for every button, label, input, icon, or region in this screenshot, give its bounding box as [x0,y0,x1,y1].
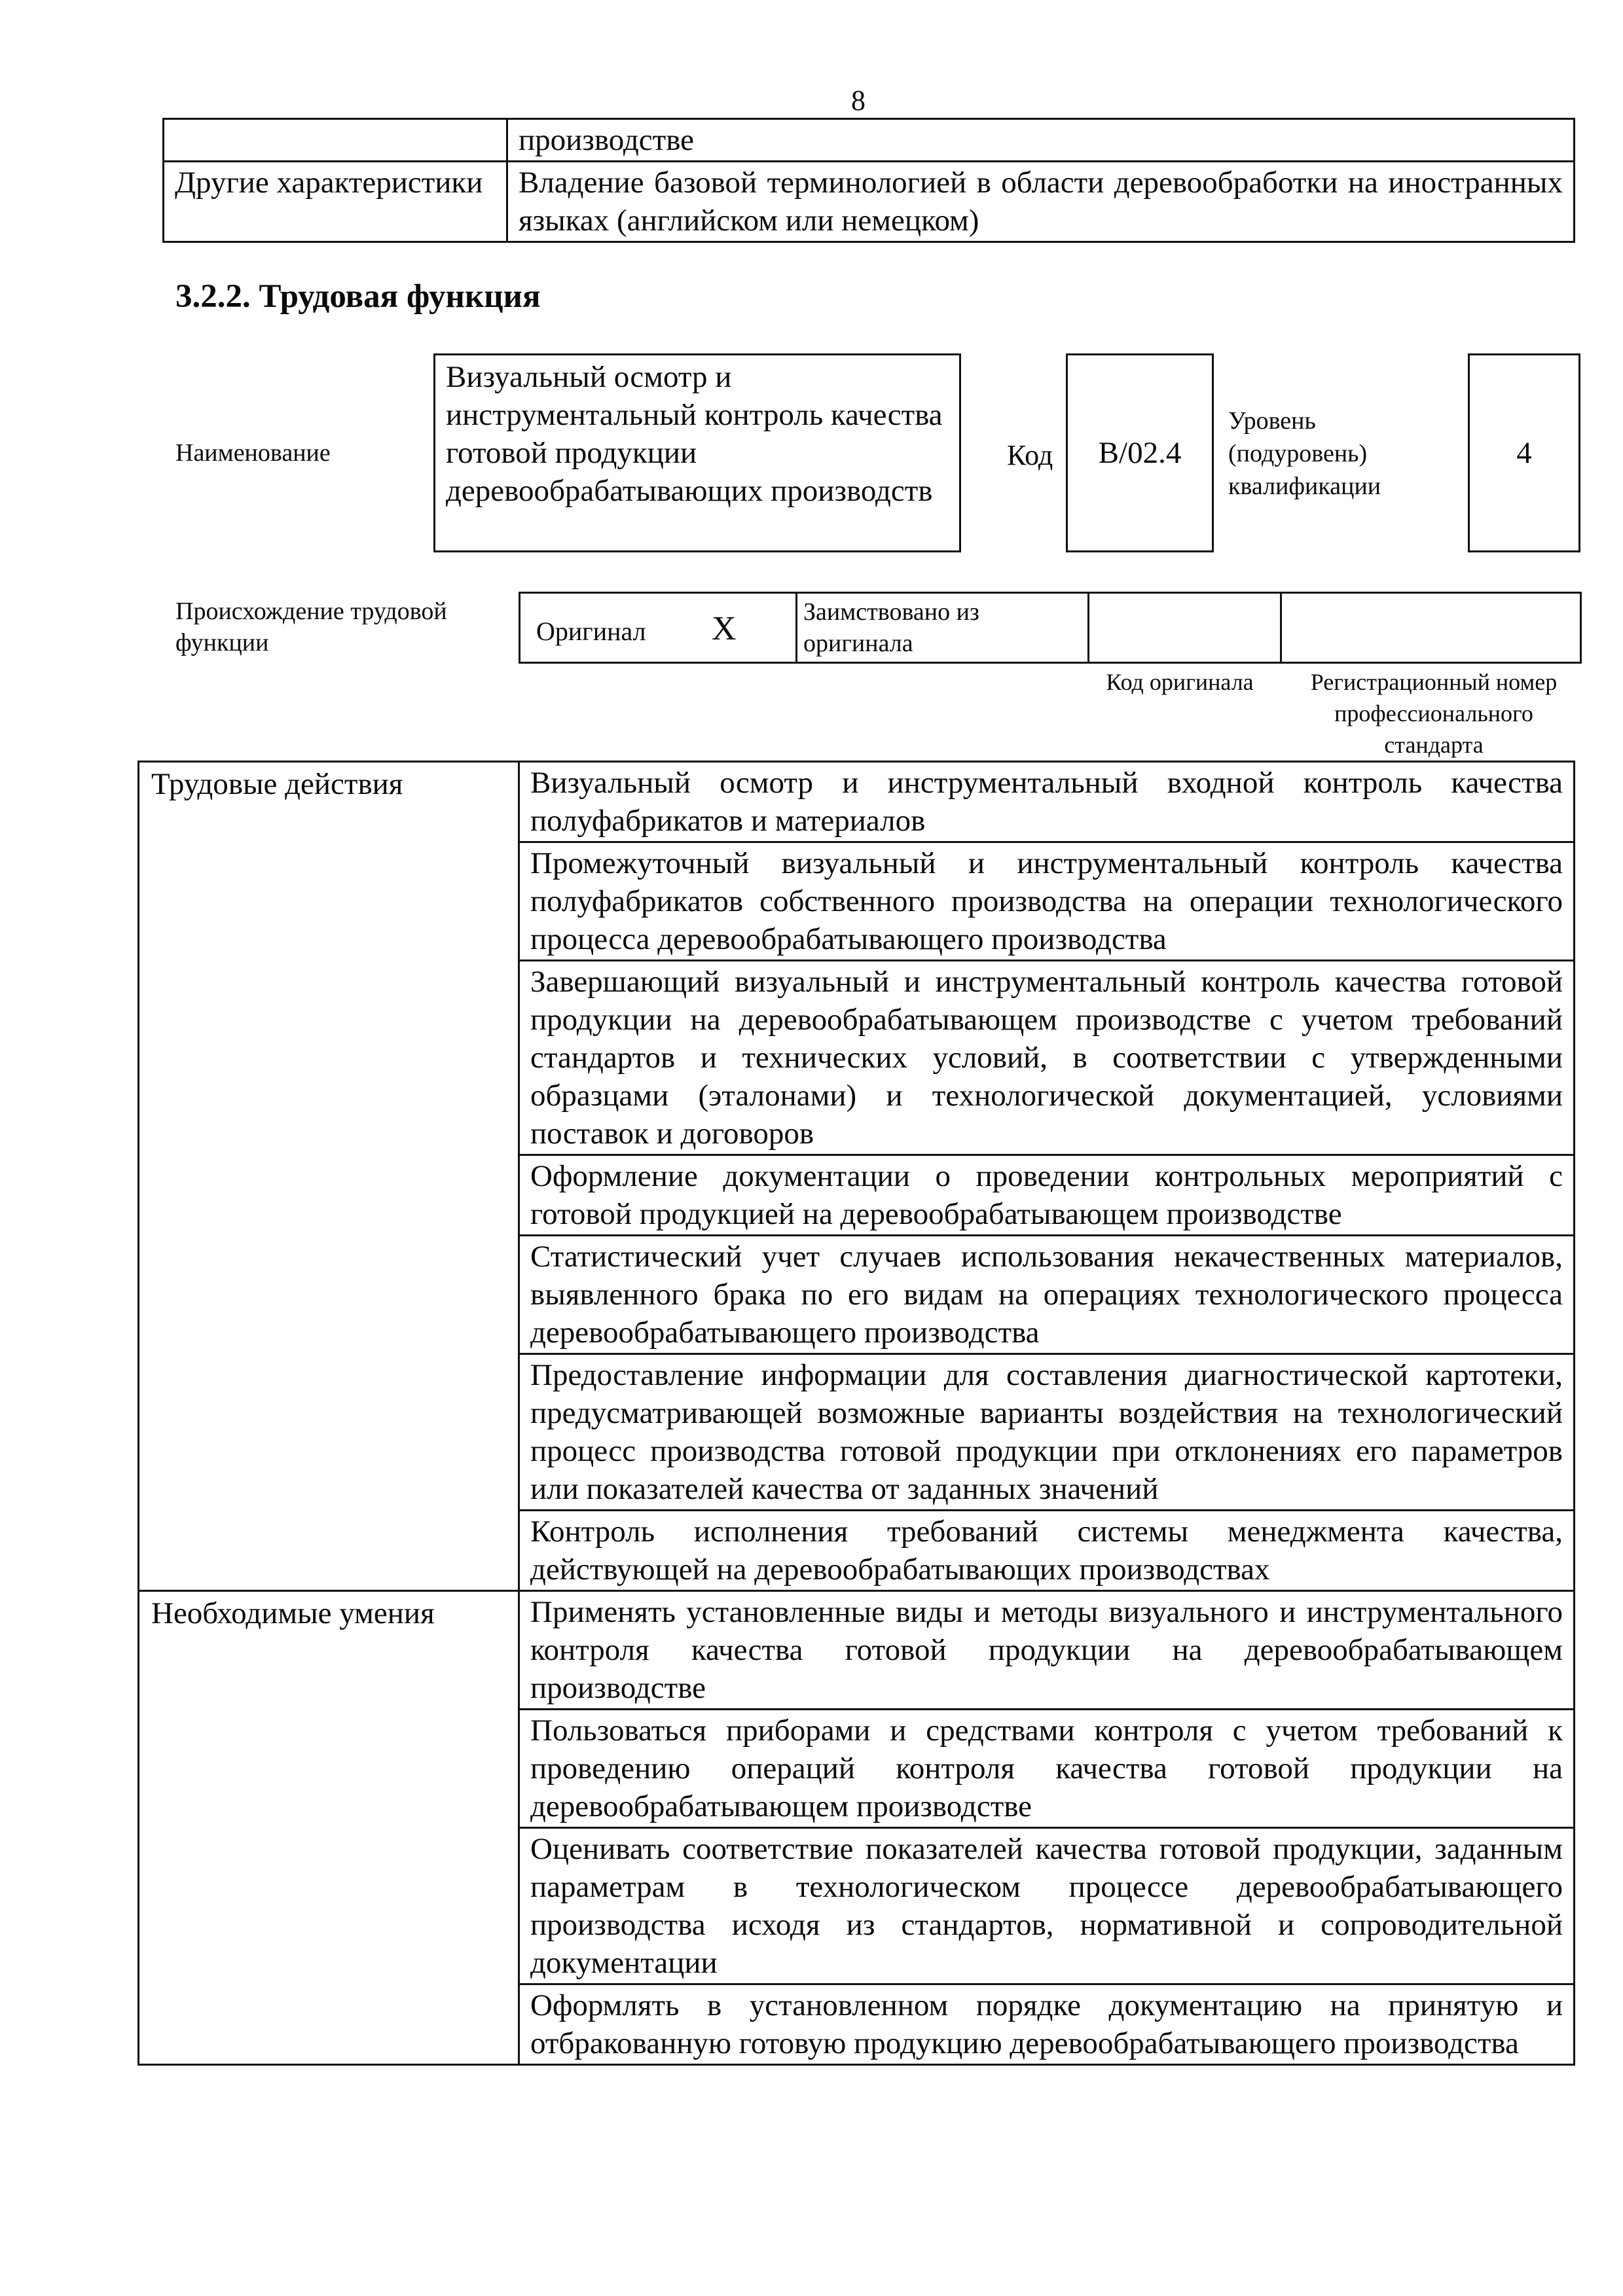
labor-action-item: Завершающий визуальный и инструментальный контроль качества готовой продукции на деревообрабатывающем производстве с учетом требований стандартов и технических условий, в соответствии с утвержденными образцами (эталонами) и технологической документацией, условиями поставок и договоров [519,961,1575,1155]
level-box [1468,353,1580,552]
code-box [1066,353,1214,552]
original-mark: X [712,610,737,647]
function-name-box: Визуальный осмотр и инструментальный контроль качества готовой продукции деревообрабатывающих производств [433,353,961,552]
level-value: 4 [1516,436,1532,470]
labor-action-item: Предоставление информации для составления диагностической картотеки, предусматривающей возможные варианты воздействия на технологический процесс производства готовой продукции при отклонениях его параметров или показателей качества от заданных значений [519,1354,1575,1511]
labor-actions-label: Трудовые действия [139,762,519,1591]
origin-box [519,592,1582,664]
borrowed-label: Заимствовано из оригинала [803,598,979,657]
level-label: Уровень (подуровень) квалификации [1228,407,1381,500]
table-row [164,119,1575,162]
skill-item: Пользоваться приборами и средствами контроля с учетом требований к проведению операций контроля качества готовой продукции на деревообрабатывающем производстве [519,1710,1575,1828]
skill-item: Оформлять в установленном порядке документацию на принятую и отбракованную готовую продукцию деревообрабатывающего производства [519,1984,1575,2065]
section-title: 3.2.2. Трудовая функция [175,278,541,315]
labor-action-item: Визуальный осмотр и инструментальный входной контроль качества полуфабрикатов и материалов [519,762,1575,842]
skill-item: Оценивать соответствие показателей качества готовой продукции, заданным параметрам в технологическом процессе деревообрабатывающего производства исходя из стандартов, нормативной и сопроводительной документации [519,1828,1575,1984]
code-label: Код [1007,439,1053,471]
labor-action-item: Оформление документации о проведении контрольных мероприятий с готовой продукцией на деревообрабатывающем производстве [519,1155,1575,1236]
other-characteristics-table [162,118,1575,243]
name-label: Наименование [175,439,331,467]
other-characteristics-value: Владение базовой терминологией в области деревообработки на иностранных языках (английском или немецком) [507,162,1575,242]
labor-action-item: Статистический учет случаев использования некачественных материалов, выявленного брака по его видам на операциях технологического процесса деревообрабатывающего производства [519,1236,1575,1354]
other-characteristics-label: Другие характеристики [164,162,507,242]
code-original-cell [1087,594,1089,662]
labor-function-table [137,761,1575,2066]
continuation-cell: производстве [507,119,1575,162]
labor-action-item: Контроль исполнения требований системы менеджмента качества, действующей на деревообрабатывающих производствах [519,1511,1575,1591]
code-value: B/02.4 [1098,436,1182,470]
table-row [139,762,1575,842]
labor-action-item: Промежуточный визуальный и инструментальный контроль качества полуфабрикатов собственного производства на операции технологического процесса деревообрабатывающего производства [519,842,1575,961]
reg-number-cell [1280,594,1282,662]
original-label: Оригинал [536,617,646,646]
page-number: 8 [851,84,866,117]
reg-number-caption: Регистрационный номер профессионального стандарта [1310,669,1558,758]
table-row [139,1591,1575,1710]
origin-label: Происхождение трудовой функции [175,598,447,656]
skill-item: Применять установленные виды и методы визуального и инструментального контроля качества готовой продукции на деревообрабатывающем производстве [519,1591,1575,1710]
table-row [164,162,1575,242]
code-original-caption: Код оригинала [1106,669,1254,695]
required-skills-label: Необходимые умения [139,1591,519,2065]
